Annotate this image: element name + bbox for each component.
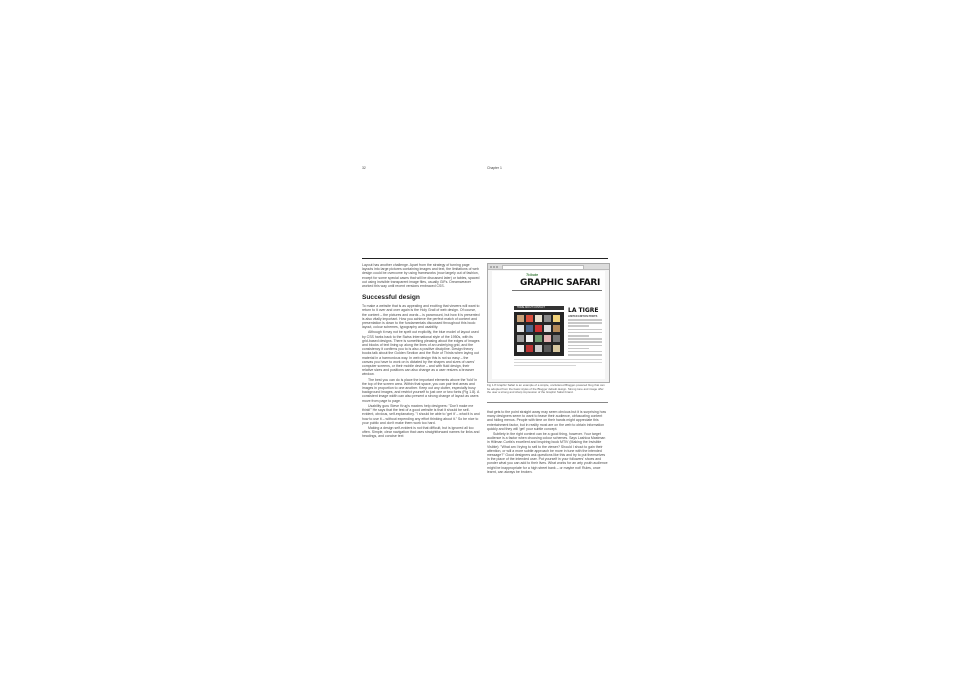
thumbnail [544, 345, 551, 352]
body-paragraph: that gets to the point straight away may seem obvious but it is surprising how many designers seem to want to tease their audience, obfuscating content and hiding menus. People with time on their hands might appreciate this entertainment factor, but in reality most are on the web to obtain information quickly and they will 'get' your subtle concept. [487, 410, 607, 431]
thumbnail [526, 345, 533, 352]
thumbnail [517, 345, 524, 352]
thumbnail [553, 325, 560, 332]
thumbnail [544, 325, 551, 332]
body-paragraph: Making a design self-evident is not that difficult, but is ignored all too often. Simple, clear navigation that uses straightforward names for links and headings, and concise text [362, 425, 480, 439]
window-button-icon [496, 266, 498, 268]
promo-subtitle: LIMITED EDITION PRINTS [568, 315, 598, 318]
thumbnail [517, 315, 524, 322]
thumbnail [535, 325, 542, 332]
thumbnail [553, 315, 560, 322]
promo-text-block [568, 319, 602, 357]
window-button-icon [490, 266, 492, 268]
body-paragraph: Usability guru Steve Krug's maxims help designers: "Don't make me think!" He says that the test of a good website is that it should be self-evident, obvious, self-explanatory. "I should be able to 'get it' – what it is and how to use it – without expending any effort thinking about it." So be nice to your public and don't make them work too hard. [362, 403, 480, 425]
body-paragraph: Layout has another challenge. Apart from the strategy of turning page layouts into large pictures containing images and text, the limitations of web design could be overcome by using frameworks (now largely out of fashion, except for some special cases that will be discussed later) or tables, spaced out using invisible transparent image files, usually GIFs. Dreamweaver worked this way until recent versions embraced CSS. [362, 263, 480, 289]
thumbnail [553, 345, 560, 352]
body-paragraph: To make a website that is as appealing and exciting that viewers will want to return to it over and over again is the Holy Grail of web design. Of course, the content – the pictures and words – is paramount, but how it is presented is also vitally important. How you achieve the perfect match of content and presentation is down to the fundamentals discussed throughout this book: layout, colour schemes, typography and usability. [362, 304, 480, 330]
thumbnail [553, 335, 560, 342]
window-button-icon [493, 266, 495, 268]
browser-toolbar [488, 264, 609, 270]
thumbnail [526, 325, 533, 332]
figure-caption: Fig 1.8 Graphic Safari is an example of a simple, uncluttered Blogger-powered blog that can be adopted from the basic styles of the Blogger default design. Strong tone and image offer the user a strong and sharp impression of the Graphic Safari brand. [487, 383, 605, 395]
left-column [362, 263, 480, 440]
thumbnail [526, 335, 533, 342]
body-paragraph: Subtlety in the right context can be a good thing, however. Your target audience is a factor when choosing colour schemes. Says Lashica Mastman in Hillman Curtis's excellent and inspiring book MTIV (Making the Invisible Visible): "What am I trying to sell to the viewer? Should I shout to gain their attention, or will a more subtle approach be more in tune with the intended message?" Good designers ask questions like this and try to put themselves in the place of the intended user. Put yourself in your followers' shoes and ponder what you can add to their lives. What works for an arty youth audience might be inappropriate for a high street bank – or maybe not! Rules, once learnt, can always be broken. [487, 432, 608, 474]
figure-screenshot [487, 263, 610, 383]
page-number: 32 [362, 166, 366, 170]
address-bar [502, 265, 584, 270]
thumbnail [544, 335, 551, 342]
thumbnail [526, 315, 533, 322]
site-logo-small: Tribute [526, 273, 539, 277]
website-preview [492, 271, 605, 379]
promo-title: LA TIGRE [568, 307, 599, 314]
thumbnail [517, 325, 524, 332]
thumbnail [535, 315, 542, 322]
footer-text-block [514, 359, 602, 367]
site-nav-text: HOME ABOUT CONTACT [517, 306, 545, 310]
caption-rule [487, 402, 608, 403]
section-heading: Successful design [362, 294, 420, 302]
thumbnail [535, 345, 542, 352]
thumbnail [535, 335, 542, 342]
site-logo: GRAPHIC SAFARI [520, 278, 601, 288]
body-paragraph: Although it may not be spelt out explicitly, the blue model of layout used by CSS harks back to the Swiss International style of the 1950s, with its grid-based designs. There is something pleasing about the edges of images and blocks of text lining up along the lines of an underlying grid, and the consistency it confirms you to is also a positive discipline. Design theory books talk about the Golden Section and the Rule of Thirds when laying out material in a harmonious way. In web design this is not so easy – the canvas you have to work on is dictated by the shapes and sizes of users' computer screens, or their mobile device – and with fluid design, their relative sizes and positions can also change as a user resizes a browser window. [362, 330, 480, 377]
thumbnail [544, 315, 551, 322]
gallery-image [514, 312, 564, 356]
right-column [487, 410, 608, 475]
top-rule [362, 258, 608, 259]
chapter-label: Chapter 1 [487, 166, 502, 170]
body-paragraph: The best you can do is place the important elements above the 'fold' in the top of the screen area. Within that space, you can pair text areas and images in proportion to one another. Keep out any clutter, especially busy background images, and restrict yourself to just one or two fonts (Fig 1.8). A consistent image width can also present a strong change of layout as users move from page to page. [362, 377, 480, 403]
divider [512, 290, 602, 291]
thumbnail [517, 335, 524, 342]
